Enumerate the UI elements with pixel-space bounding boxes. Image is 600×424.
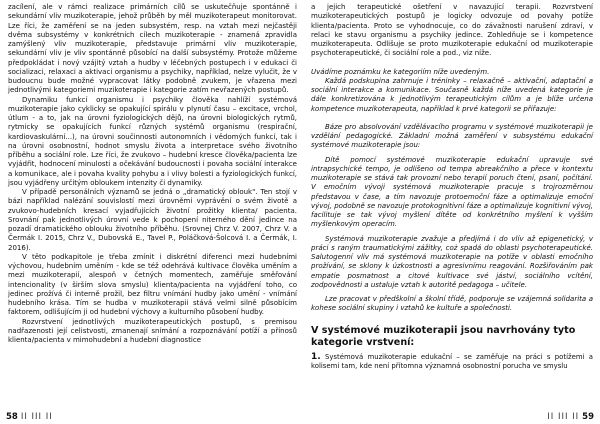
paragraph-system: Systémová muzikoterapie zvažuje a předjímá i do vlív až epigenetický, v práci s raným traumatickými zážitky, coż spadá do oblasti psychoterapeutické. Salutogenní vliv má systémová muzikoterapie na potíže v oblasti emočního prožívání, se sklony k úzkostnosti a agresivnímu reagování. Rozšiřováním pak empatie posmatnost a citové kultivace své jáství, sociálního vcítění, zodpovědnosti a ustaluje vztah k autoritě pedagoga – učitele. <box>311 234 593 289</box>
section-heading: V systémové muzikoterapii jsou navrhovány tyto kategorie vrstvení: <box>311 324 576 348</box>
item-number: 1. <box>311 351 321 362</box>
footer-ornament-left: II III II <box>20 412 53 422</box>
left-page-text <box>8 3 297 345</box>
paragraph-lze: Lze pracovat v předškolní a školní třídě, podporuje se vzájemná solidarita a kohese sociální skupiny i vztahů ke kultuře a společnosti. <box>311 295 593 313</box>
paragraph: V těto podkapitole je třeba zmínit i diskrétní diferenci mezi hudebními výchovou, hudebním uměním - kde se též odehrává kultivace člověka uměním a mezi muzikoterapií, alespoň v četných momentech, zaměřuje směřování intencionality (v širším slova smyslu) klienta/pacienta na vyjádření toho, co jedinec prožívá či interně prožil, bez filtru vnímání hudby jako umění - vnímání hudebního krása. Tím se hudba v muzikoterapii stává velmi silně působícím faktorem, odlišujícím ji od hudební výchovy a kulturního působení hudby. <box>8 252 297 317</box>
paragraph: V případě personálních významů se jedná o „dramatický oblouk". Ten stojí v bázi například nalézání souvislostí mezi úrovněmi vyprávění o svém životě a zvukovo-hudebních kresací vyjadřujících životní prožitky klienta/ pacienta. Srovnání pak jednotlivých úrovní vede k pochopení niterného dění jedince na pozadí dramatického oblouku životního příběhu. (Srovnej Chrz V. 2007, Chrz V. a Čermák I. 2015, Chrz V., Dubovská E., Tavel P., Poláčková-Šolcová I. a Čermák, I. 2016). <box>8 188 297 252</box>
page-number-left: 58 <box>6 412 18 422</box>
footer-ornament-right: II III II <box>547 412 580 422</box>
paragraph: zacílení, ale v rámci realizace primárních cílů se uskutečňuje spontánně i sekundární vliv muzikoterapie, jehož průběh by měl muzikoterapeut monitorovat. Lze říci, že zaměření se na jeden subsystém, resp. na vztah mezi nejčastěji dvěma subsystémy v konkrétních cílech muzikoterapie - znamená zpravidla zamýšlený vliv muzikoterapie, představuje primární vliv muzikoterapie, sekundární vliv je vliv spontánně působící na další subsystémy. Protože můžeme předpokládat i nový vzájitý vztah a hudby v léčebných postupech i v edukaci či socializaci, relaxaci a aktivaci organismu a psychiky, například, nelze vylučit, že v budoucnu bude možné vypracovat látky podobně zvukem, je vřazena mezi jednotlivými kategoriemi muzikoterapie i kategorie zatím nevřazených postupů. <box>8 3 297 95</box>
right-page-text <box>311 3 593 371</box>
paragraph-ditte: Dítě pomocí systémové muzikoterapie edukační upravuje své intrapsychické tempo, je odlišeno od tempa abreakčního a přece v kontextu muzikoterapie se stává tak provozní nebo terapií poruch čtení, psaní, počítání. V emočním vývoji systémová muzikoterapie pracuje s trojrozměrnou představou v čase, a tím navozuje protoemoční fáze a optimalizuje emoční vývoj, podobně se navozuje protokognitivní fáze a optimalizuje kognitivní vývoj, facilituje se tak vývoj myšlení dítěte od konkrétního myšlení k vyšším myšlenkovým operacím. <box>311 155 593 229</box>
paragraph-base: Báze pro absolvování vzdělávacího programu v systémové muzikoterapii je vzdělání pedagogické. Základní možná zaměření v subsystému edukační systémové muzikoterapie jsou: <box>311 122 593 150</box>
paragraph: a jejich terapeutické ošetření v navazující terapii. Rozvrstvení muzikoterapeutických postupů je logicky odvozuje od povahy potíže klienta/pacienta. Proto se vyhodnocuje, co do závažnosti narušení zdraví, v relaci ke stavu organismu a psychiky jedince. Zohledňuje se i kompetence muzikoterapeuta. Odlišuje se proto muzikoterapie edukační od muzikoterapie psychoterapeutické, či sociální role a pod., viz níže. <box>311 3 593 58</box>
item-text: Systémová muzikoterapie edukační – se zaměřuje na práci s potížemi a kolisemi tam, kde není přítomna významná osobnostní porucha ve smyslu <box>311 352 593 370</box>
left-page-footer <box>6 412 53 422</box>
paragraph: Rozvrstvení jednotlivých muzikoterapeutických postupů, s premisou nadřazenosti její celistvosti, zmanenají snímání a rozpoznávání potíží a přínosů klienta/pacienta v mimohudební a hudební diagnostice <box>8 317 297 344</box>
page-number-right: 59 <box>582 412 594 422</box>
numbered-item <box>311 353 593 372</box>
paragraph: Dynamiku funkcí organismu i psychiky člověka nahlíží systémová muzikoterapie jako cyklicky se opakující spirálu v plynutí času – excitace, vrchol, útlum - a to, jak na úrovni fyziologických dějů, na úrovni biologických rytmů, rytmicky se opakujících funkcí různých systémů organismu (respirační, kardiovaskulární...), na úrovni součinnosti autonomních i vědomých funkcí, tak i na úrovni osobnostní, hodnot smyslu života a interpretace svého životního příběhu a sociální role. Lze říci, že zvukovo – hudební kresce člověka/pacienta lze vyjádřit, hodnocení minulosti a očekávání budoucnosti i povaha sociální interakce a komunikace, ale i povaha kvality pohybu a i vlivy bolesti a fyziologických funkcí, jsou vyjádřeny určitým obloukem intenzity či dynamiky. <box>8 95 297 187</box>
note-heading: Uvádíme poznámku ke kategoriím níže uvedeným. <box>311 67 490 76</box>
right-page-footer <box>547 412 594 422</box>
note-body: Každá podskupina zahrnuje i tréninky – relaxačně – aktivační, adaptační a sociální interakce a komunikace. Současně každá níže uvedená kategorie je dále konkretizována k jednotlivým terapeutickým cílům a je blíže určena kompetence muzikoterapeuta, například k prvé kategorii se přiřazuje: <box>311 76 593 113</box>
